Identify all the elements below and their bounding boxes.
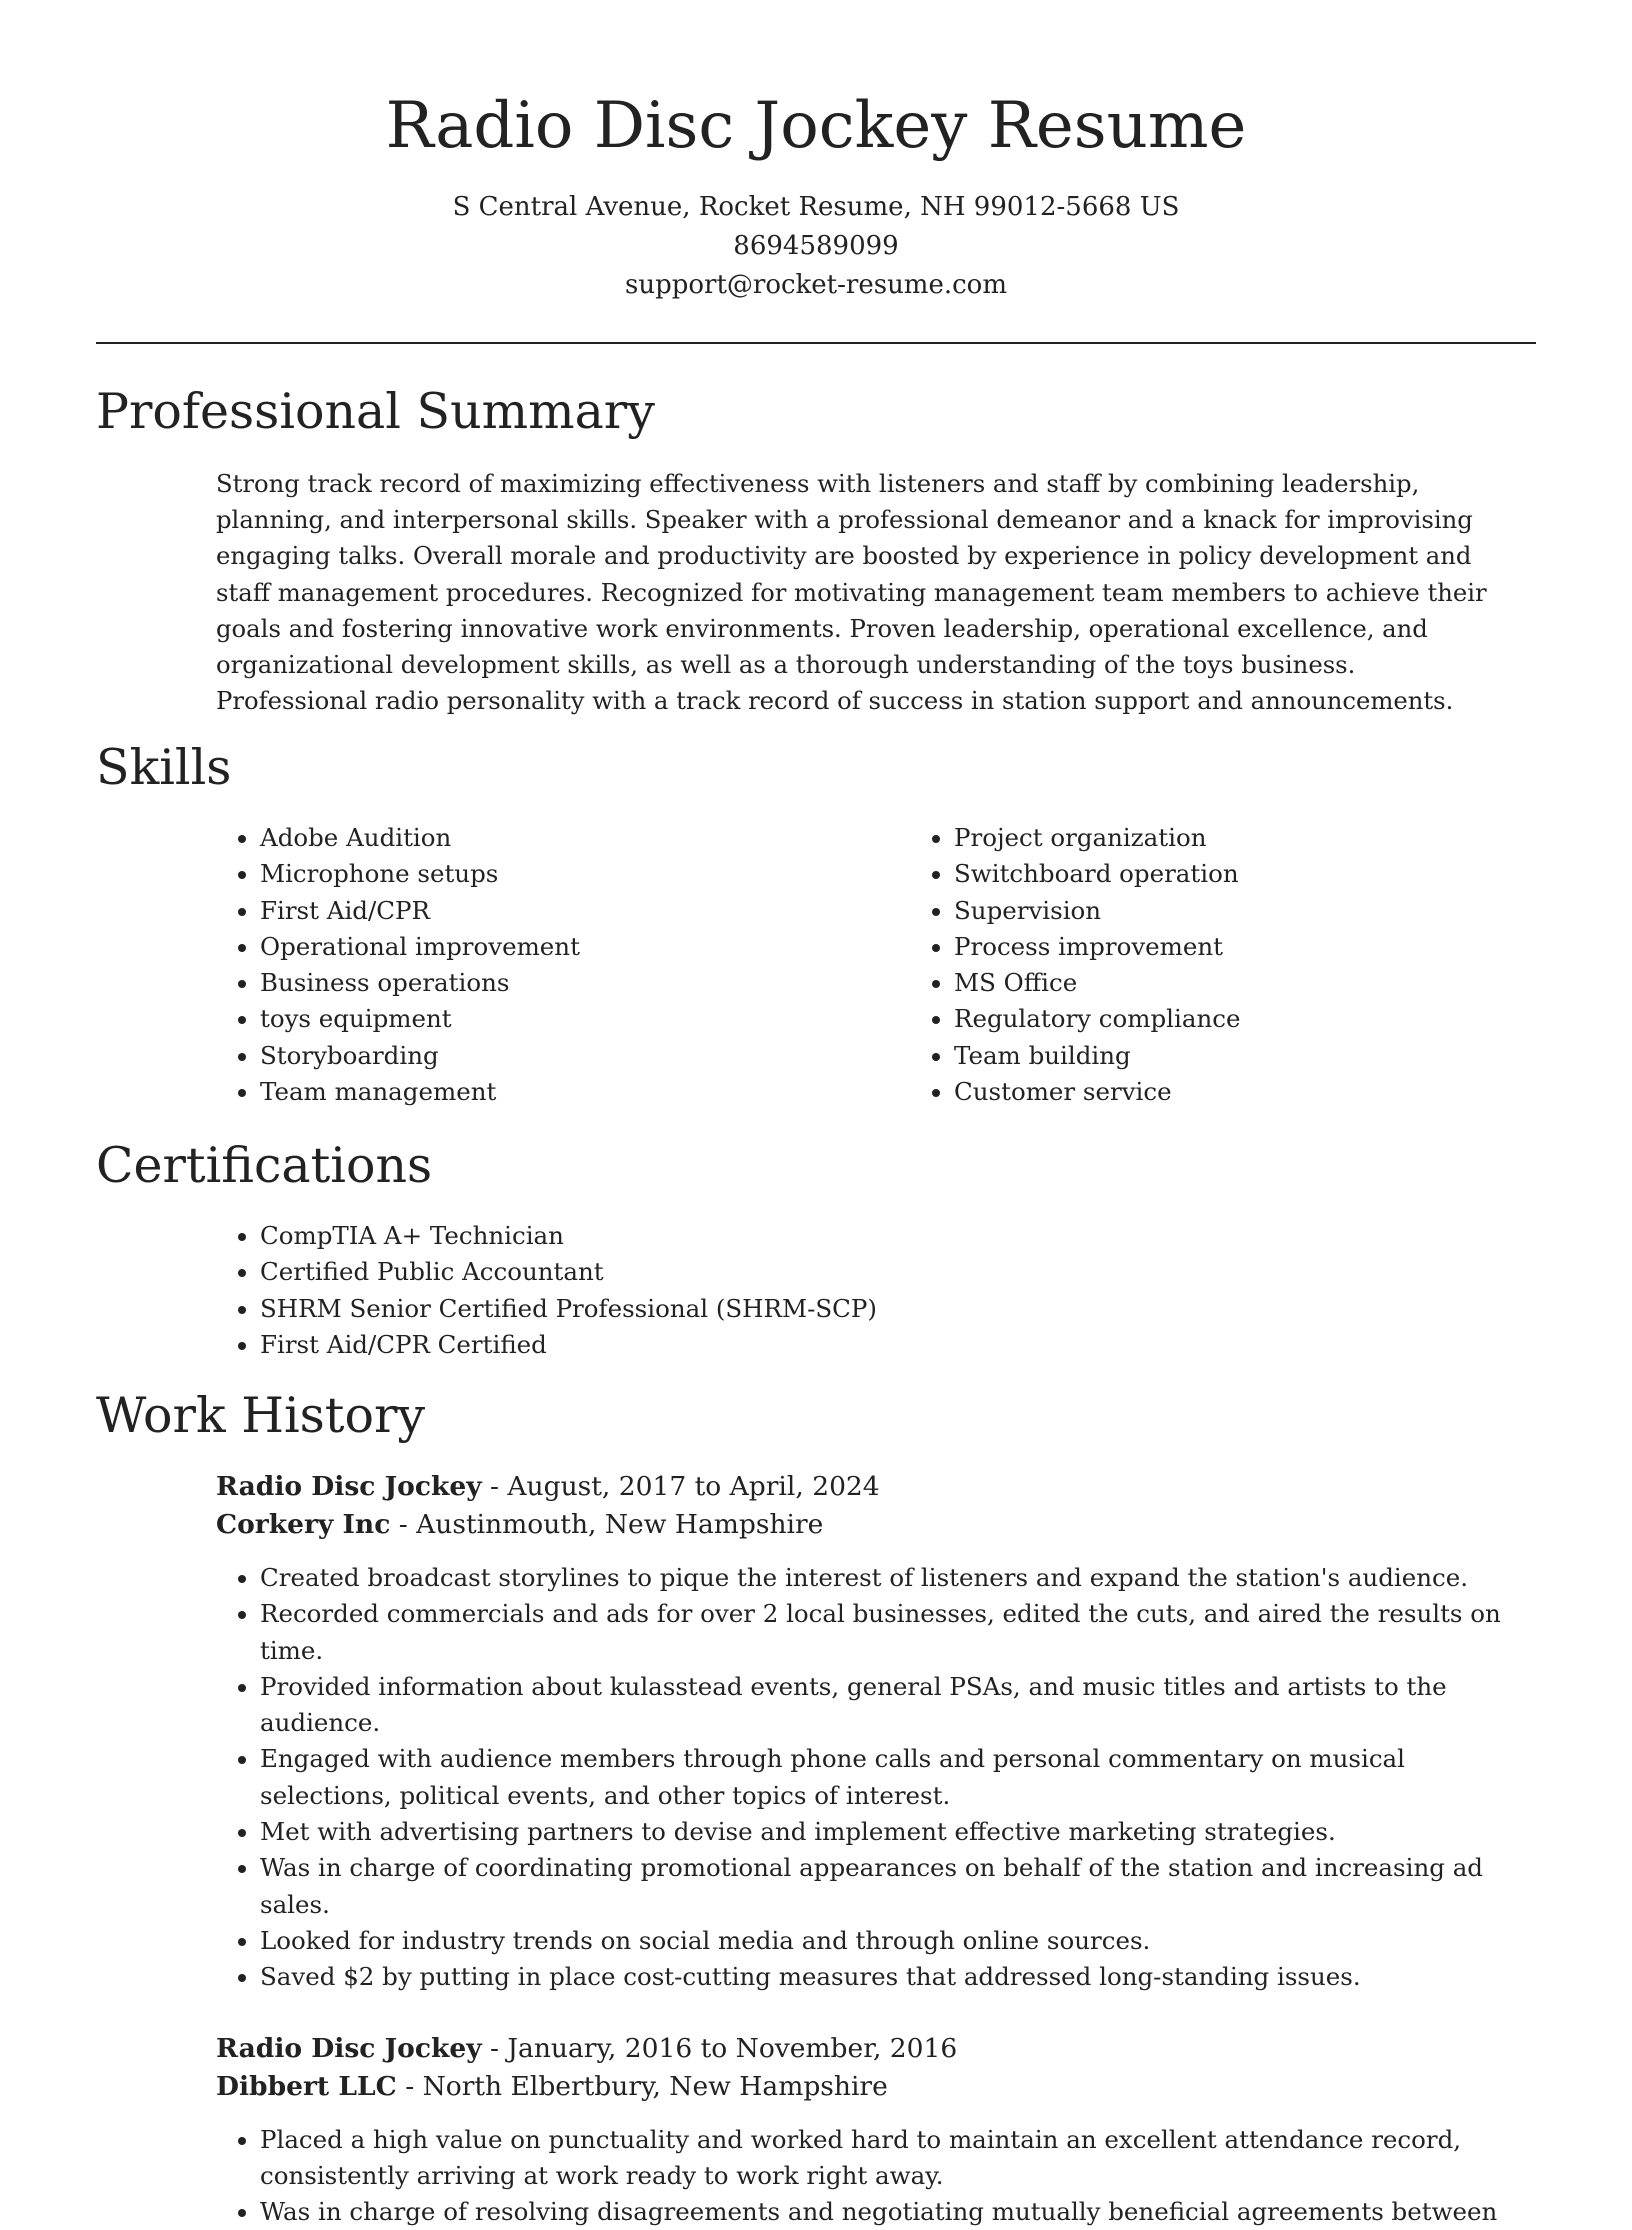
skill-item: • Operational improvement: [260, 929, 910, 965]
skills-section: [0, 736, 1604, 1110]
skill-item: • Customer service: [954, 1074, 1604, 1110]
job-role: Radio Disc Jockey: [216, 2032, 482, 2064]
skill-item: • Microphone setups: [260, 856, 910, 892]
job-bullet: • Was in charge of resolving disagreements and negotiating mutually beneficial agreements between: [260, 2194, 1516, 2230]
resume-header: [0, 0, 1632, 305]
certifications-heading: Certifications: [96, 1137, 433, 1194]
job-bullet: • Recorded commercials and ads for over 2 local businesses, edited the cuts, and aired the results on time.: [260, 1596, 1516, 1669]
job-bullet: • Was in charge of coordinating promotional appearances on behalf of the station and increasing ad sales.: [260, 1850, 1516, 1923]
job-role: Radio Disc Jockey: [216, 1471, 482, 1502]
skills-list-left: [216, 820, 910, 1110]
job-bullet: • Met with advertising partners to devise and implement effective marketing strategies.: [260, 1814, 1516, 1850]
work-history-section: [0, 1384, 1516, 2230]
job-bullet: • Placed a high value on punctuality and worked hard to maintain an excellent attendance record, consistently arriving at work ready to work right away.: [260, 2122, 1516, 2195]
skill-item: • toys equipment: [260, 1001, 910, 1037]
contact-email: support@rocket-resume.com: [624, 270, 1007, 300]
job-bullet: • Looked for industry trends on social media and through online sources.: [260, 1923, 1516, 1959]
contact-phone: 8694589099: [733, 231, 899, 261]
job-bullet: • Provided information about kulasstead events, general PSAs, and music titles and artists to the audience.: [260, 1669, 1516, 1742]
skill-item: • Process improvement: [954, 929, 1604, 965]
job-title-line: Radio Disc Jockey - January, 2016 to November, 2016: [216, 2032, 958, 2064]
skill-item: • MS Office: [954, 965, 1604, 1001]
skill-item: • Business operations: [260, 965, 910, 1001]
job-bullet: • Saved $2 by putting in place cost-cutting measures that addressed long-standing issues.: [260, 1959, 1516, 1995]
summary-section: [0, 380, 1506, 719]
job-title-line: Radio Disc Jockey - August, 2017 to April, 2024: [216, 1471, 880, 1502]
job-location: North Elbertbury, New Hampshire: [422, 2070, 888, 2102]
job-entry: [216, 2030, 1516, 2230]
certification-item: • Certified Public Accountant: [260, 1254, 877, 1290]
job-bullet: • Created broadcast storylines to pique the interest of listeners and expand the station's audience.: [260, 1560, 1516, 1596]
certification-item: • SHRM Senior Certified Professional (SHRM-SCP): [260, 1291, 877, 1327]
job-bullet: • Engaged with audience members through phone calls and personal commentary on musical selections, political events, and other topics of interest.: [260, 1741, 1516, 1814]
contact-address: S Central Avenue, Rocket Resume, NH 99012-5668 US: [452, 192, 1180, 222]
work-history-heading: Work History: [96, 1387, 426, 1444]
header-divider: [96, 342, 1536, 344]
skills-columns: [216, 820, 1604, 1110]
skill-item: • Storyboarding: [260, 1038, 910, 1074]
certifications-list: [216, 1218, 877, 1363]
resume-title: Radio Disc Jockey Resume: [385, 89, 1247, 163]
job-bullets: [216, 1560, 1516, 1996]
skills-list-right: [910, 820, 1604, 1110]
skill-item: • Team management: [260, 1074, 910, 1110]
job-dates: August, 2017 to April, 2024: [507, 1471, 880, 1502]
summary-heading: Professional Summary: [96, 383, 655, 440]
job-dates: January, 2016 to November, 2016: [507, 2032, 958, 2064]
skill-item: • First Aid/CPR: [260, 893, 910, 929]
skills-heading: Skills: [96, 739, 232, 796]
contact-block: [0, 188, 1632, 305]
summary-text: Strong track record of maximizing effectiveness with listeners and staff by combining leadership, planning, and interpersonal skills. Speaker with a professional demeanor and a knack for improvising engaging talks. Overall morale and productivity are boosted by experience in policy development and staff management procedures. Recognized for motivating management team members to achieve their goals and fostering innovative work environments. Proven leadership, operational excellence, and organizational development skills, as well as a thorough understanding of the toys business. Professional radio personality with a track record of success in station support and announcements.: [216, 469, 1487, 716]
skill-item: • Team building: [954, 1038, 1604, 1074]
job-company-line: Corkery Inc - Austinmouth, New Hampshire: [216, 1509, 824, 1540]
skill-item: • Switchboard operation: [954, 856, 1604, 892]
certifications-section: [0, 1134, 877, 1363]
skill-item: • Project organization: [954, 820, 1604, 856]
skill-item: • Regulatory compliance: [954, 1001, 1604, 1037]
certification-item: • First Aid/CPR Certified: [260, 1327, 877, 1363]
job-bullets: [216, 2122, 1516, 2230]
job-company: Corkery Inc: [216, 1509, 391, 1540]
certification-item: • CompTIA A+ Technician: [260, 1218, 877, 1254]
skill-item: • Adobe Audition: [260, 820, 910, 856]
job-entry: [216, 1468, 1516, 1996]
job-company-line: Dibbert LLC - North Elbertbury, New Hampshire: [216, 2070, 888, 2102]
job-company: Dibbert LLC: [216, 2070, 397, 2102]
job-location: Austinmouth, New Hampshire: [416, 1509, 824, 1540]
skill-item: • Supervision: [954, 893, 1604, 929]
